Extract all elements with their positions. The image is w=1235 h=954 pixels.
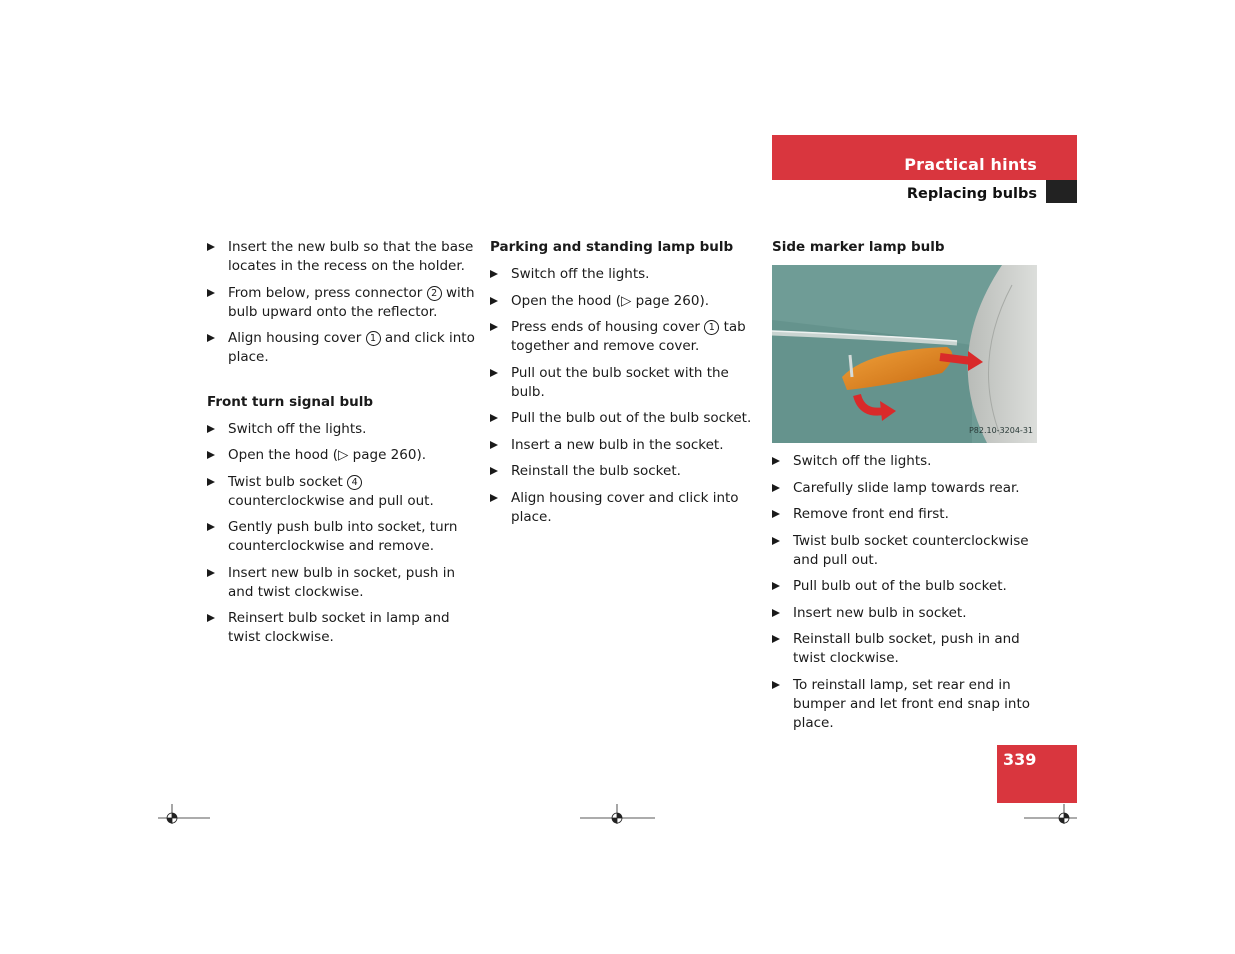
list-item — [490, 489, 760, 527]
bullet-triangle-icon — [207, 478, 215, 486]
list-item-text: Switch off the lights. — [511, 266, 650, 282]
list-item-text: Align housing cover and click into place. — [511, 489, 739, 525]
list-item — [772, 630, 1042, 668]
list-item — [207, 564, 477, 602]
list-item — [772, 604, 1042, 623]
bullet-triangle-icon — [207, 451, 215, 459]
list-item-text-after: and click into place. — [228, 330, 475, 365]
bullet-triangle-icon — [490, 369, 498, 377]
bullet-triangle-icon — [490, 441, 498, 449]
list-item-text-after: tab together and remove cover. — [511, 319, 746, 354]
front-turn-signal-heading: Front turn signal bulb — [207, 393, 374, 410]
bullet-triangle-icon — [772, 582, 780, 590]
list-item — [772, 577, 1042, 596]
list-item — [207, 609, 477, 647]
crop-mark-left — [158, 802, 212, 824]
list-item-text: Switch off the lights. — [228, 420, 367, 437]
subsection-marker-block — [1046, 180, 1077, 203]
bullet-triangle-icon — [207, 523, 215, 531]
list-item-text-before: Twist bulb socket — [228, 473, 348, 490]
list-item-text — [511, 319, 746, 354]
bullet-triangle-icon — [207, 569, 215, 577]
subsection-title: Replacing bulbs — [906, 186, 1037, 202]
list-item-text: Insert new bulb in socket, push in and twist clockwise. — [228, 564, 456, 600]
list-item-text: Gently push bulb into socket, turn counterclockwise and remove. — [228, 519, 458, 554]
column-left — [207, 238, 477, 655]
bullet-triangle-icon — [772, 484, 780, 492]
bullet-triangle-icon — [490, 467, 498, 475]
list-item — [490, 436, 760, 455]
bullet-triangle-icon — [207, 289, 215, 297]
section-title: Practical hints — [904, 155, 1037, 174]
list-item — [207, 420, 477, 439]
list-item-text: Remove front end first. — [793, 506, 949, 522]
bullet-triangle-icon — [207, 614, 215, 622]
column-right — [772, 238, 1042, 740]
list-item — [490, 409, 760, 428]
bullet-triangle-icon — [772, 609, 780, 617]
callout-number-icon: 2 — [427, 286, 442, 301]
list-item — [490, 462, 760, 481]
side-marker-heading: Side marker lamp bulb — [772, 239, 945, 255]
list-item — [207, 446, 477, 465]
side-marker-list — [772, 452, 1042, 733]
list-item-text: Reinstall the bulb socket. — [511, 463, 681, 479]
list-item-text — [228, 330, 475, 365]
list-item-text: Insert the new bulb so that the base locates in the recess on the holder. — [228, 239, 474, 274]
section-header — [772, 135, 1077, 180]
list-item-text: Reinsert bulb socket in lamp and twist clockwise. — [228, 610, 450, 645]
list-item — [207, 284, 477, 322]
list-item — [772, 452, 1042, 471]
list-item-text: Open the hood (▷ page 260). — [228, 447, 427, 463]
bullet-triangle-icon — [207, 334, 215, 342]
list-item — [207, 238, 477, 276]
bullet-triangle-icon — [772, 510, 780, 518]
list-item-text: Pull bulb out of the bulb socket. — [793, 578, 1007, 594]
list-item — [490, 265, 760, 284]
parking-lamp-heading: Parking and standing lamp bulb — [490, 239, 734, 255]
list-item — [207, 329, 477, 367]
list-item — [207, 473, 477, 511]
list-item-text: To reinstall lamp, set rear end in bumper and let front end snap into place. — [793, 676, 1031, 731]
list-item-text: Reinstall bulb socket, push in and twist clockwise. — [793, 631, 1020, 666]
list-item — [490, 364, 760, 402]
bullet-triangle-icon — [772, 537, 780, 545]
callout-number-icon: 1 — [704, 320, 719, 335]
list-item-text: Open the hood (▷ page 260). — [511, 292, 710, 309]
figure-caption: P82.10-3204-31 — [968, 426, 1033, 435]
list-item-text: Insert a new bulb in the socket. — [511, 436, 724, 453]
bullet-triangle-icon — [490, 494, 498, 502]
list-item-text: Twist bulb socket counterclockwise and pull out. — [793, 532, 1029, 568]
bullet-triangle-icon — [490, 414, 498, 422]
side-marker-illustration — [772, 265, 1037, 443]
bullet-triangle-icon — [490, 323, 498, 331]
list-item — [772, 505, 1042, 524]
list-item — [490, 292, 760, 311]
bullet-triangle-icon — [490, 297, 498, 305]
subsection-header — [772, 180, 1077, 203]
page-number-box — [997, 745, 1077, 803]
side-marker-lamp-figure — [772, 265, 1037, 443]
list-item-text: Switch off the lights. — [793, 453, 932, 469]
callout-number-icon: 1 — [366, 331, 381, 346]
bullet-triangle-icon — [490, 270, 498, 278]
list-item-text-after: with bulb upward onto the reflector. — [228, 284, 475, 320]
list-item-text: Insert new bulb in socket. — [793, 604, 967, 621]
list-item-text-before: Press ends of housing cover — [511, 319, 705, 335]
list-item-text: Pull the bulb out of the bulb socket. — [511, 410, 752, 426]
bullet-triangle-icon — [772, 457, 780, 465]
intro-list — [207, 238, 477, 367]
bullet-triangle-icon — [207, 425, 215, 433]
bullet-triangle-icon — [207, 243, 215, 251]
bullet-triangle-icon — [772, 635, 780, 643]
list-item-text-before: From below, press connector — [228, 284, 427, 301]
column-middle — [490, 238, 760, 534]
list-item-text: Pull out the bulb socket with the bulb. — [511, 364, 729, 400]
list-item — [772, 479, 1042, 498]
list-item-text — [228, 285, 475, 320]
front-turn-signal-list — [207, 420, 477, 648]
list-item — [772, 532, 1042, 570]
list-item-text-after: counterclockwise and pull out. — [228, 492, 434, 509]
list-item — [490, 318, 760, 356]
list-item — [772, 676, 1042, 733]
list-item-text-before: Align housing cover — [228, 330, 366, 346]
parking-lamp-list — [490, 265, 760, 527]
page-number: 339 — [1003, 750, 1037, 769]
list-item-text: Carefully slide lamp towards rear. — [793, 479, 1020, 496]
crop-mark-center — [580, 802, 656, 824]
list-item — [207, 518, 477, 556]
bullet-triangle-icon — [772, 681, 780, 689]
callout-number-icon: 4 — [347, 475, 362, 490]
crop-mark-right — [1024, 802, 1078, 824]
list-item-text — [228, 474, 434, 509]
